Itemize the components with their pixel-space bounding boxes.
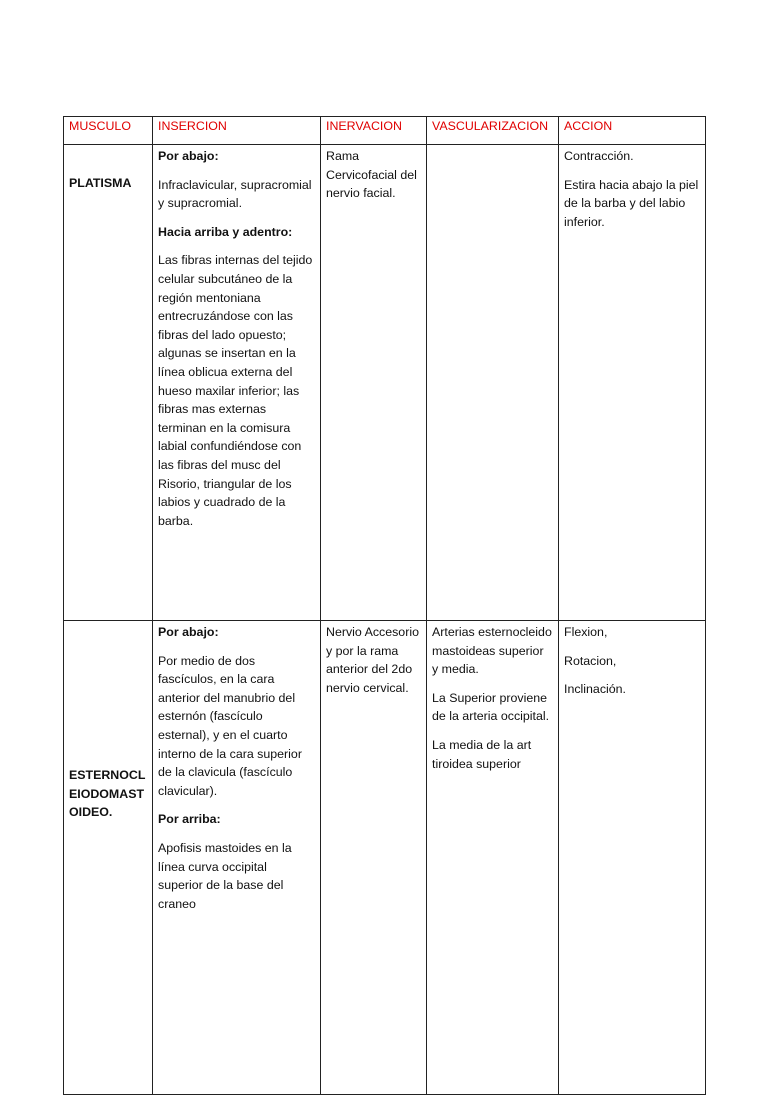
muscle-name: PLATISMA [69,176,132,190]
accion-text: Estira hacia abajo la piel de la barba y del labio inferior. [564,177,699,229]
vascularizacion-text: Arterias esternocleidomastoideas superior y media. [432,625,552,677]
accion-text: Inclinación. [564,682,626,697]
vascularizacion-cell [427,145,559,621]
insercion-text: Por medio de dos fascículos, en la cara anterior del manubrio del esternón (fascículo esternal), y en el cuarto interno de la cara superior de la clavicula (fascículo clavicular). [158,653,302,798]
table-row [64,145,706,621]
inervacion-text: Rama Cervicofacial del nervio facial. [326,149,417,201]
insercion-text: Las fibras internas del tejido celular subcutáneo de la región mentoniana entrecruzándose con las fibras del lado opuesto; algunas se insertan en la línea oblicua externa del hueso maxilar inferior; las fibras mas externas terminan en la comisura labial confundiéndose con las fibras del musc del Risorio, triangular de los labios y cuadrado de la barba. [158,253,313,528]
insercion-text: Infraclavicular, supracromial y supracromial. [158,177,312,211]
table-row [64,621,706,1095]
accion-cell [559,621,706,1095]
muscle-name: ESTERNOCLEIODOMASTOIDEO. [69,768,146,820]
muscle-name-cell [64,145,153,621]
insercion-heading: Hacia arriba y adentro: [158,224,293,239]
insercion-cell [153,621,321,1095]
vascularizacion-text: La Superior proviene de la arteria occipital. [432,690,550,724]
accion-text: Rotacion, [564,653,617,668]
insercion-cell [153,145,321,621]
inervacion-cell [321,621,427,1095]
insercion-text: Apofisis mastoides en la línea curva occipital superior de la base del craneo [158,840,292,911]
vascularizacion-text: La media de la art tiroidea superior [432,737,532,771]
header-musculo: MUSCULO [64,117,153,145]
muscle-table [63,116,706,1095]
header-insercion: INSERCION [153,117,321,145]
muscle-name-cell [64,621,153,1095]
header-vascularizacion: VASCULARIZACION [427,117,559,145]
inervacion-cell [321,145,427,621]
insercion-heading: Por abajo: [158,625,219,639]
accion-text: Flexion, [564,625,608,639]
insercion-heading: Por arriba: [158,812,221,827]
header-inervacion: INERVACION [321,117,427,145]
inervacion-text: Nervio Accesorio y por la rama anterior del 2do nervio cervical. [326,625,419,695]
insercion-heading: Por abajo: [158,149,219,163]
accion-cell [559,145,706,621]
header-row [64,117,706,145]
accion-text: Contracción. [564,149,634,163]
vascularizacion-cell [427,621,559,1095]
header-accion: ACCION [559,117,706,145]
